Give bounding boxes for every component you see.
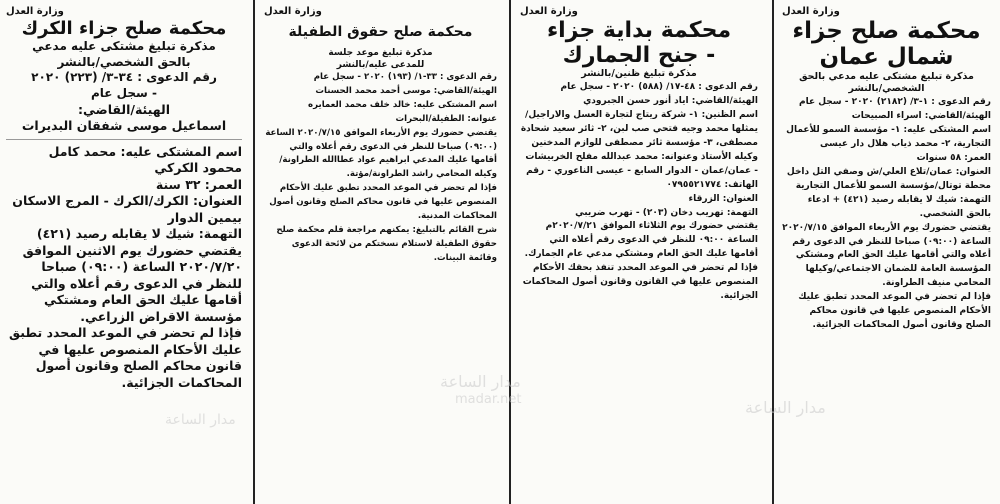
court-title-line: شمال عمان [819, 43, 954, 70]
defendant: اسم المشتكى عليه: محمد كامل محمود الكركي [48, 143, 242, 176]
charge: التهمة: شيك لا يقابله رصيد (٤٢١) + ادعاء بالحق الشخصي. [807, 194, 991, 219]
charge-and-hearing: التهمة: شيك لا يقابله رصيد (٤٢١) يقتضي حضورك يوم الاثنين الموافق ٢٠٢٠/٧/٢٠ الساعة (٠٩:٠٠) صباحا للنظر في الدعوى رقم أعلاه والتي أقامها عليك الحق العام ومشتكي مؤسسة الاقراض الزراعي. [22, 226, 242, 324]
subtitle-line: مذكرة تبليغ موعد جلسة [328, 47, 433, 58]
warning: فإذا لم تحضر في الموعد المحدد تطبق عليك الأحكام المنصوص عليها في قانون محاكم الصلح وقانون أصول المحاكمات المدنية. [269, 183, 497, 222]
address: العنوان: عمان/تلاع العلي/ش وصفي التل داخل محطة توتال/مؤسسة السمو للأعمال التجارية [786, 166, 991, 191]
divider-line [6, 139, 242, 140]
court-title [782, 19, 991, 71]
subtitle-line: بالحق الشخصي/بالنشر [57, 54, 191, 69]
court-title-line: محكمة صلح حقوق الطفيلة [288, 24, 473, 40]
hearing-details: يقتضي حضورك يوم الأربعاء الموافق ٢٠٢٠/٧/١٥ الساعة (٠٩:٠٠) صباحا للنظر في الدعوى رقم أعلاه والتي أقامها عليك الحق العام ومشتكي المؤسسة العامة للضمان الاجتماعي/وكيلها المحامي منيف الطراونة. [782, 222, 991, 289]
subtitle-line: مذكرة تبليغ ظنين/بالنشر [581, 68, 697, 80]
court-title [520, 19, 758, 68]
notice-body [6, 102, 242, 392]
court-title [264, 25, 497, 41]
ministry-label: وزارة العدل [6, 6, 64, 17]
judge: الهيئة/القاضي: اياد أنور حسن الجبرودي [583, 96, 758, 106]
notice-shamal-amman [778, 0, 997, 504]
notice-subtitle [782, 71, 991, 97]
case-number: رقم الدعوى : ١-٣/ (٢١٨٢) ٢٠٢٠ - سجل عام [799, 97, 991, 108]
ministry-label: وزارة العدل [264, 6, 322, 17]
notice-body [782, 96, 991, 333]
subtitle-line: الشخصي/بالنشر [848, 83, 925, 95]
address: العنوان: الزرقاء [688, 193, 758, 204]
charge: التهمة: تهريب دخان (٢٠٣) - تهرب ضريبي [575, 207, 758, 218]
warning: فإذا لم تحضر في الموعد المحدد تطبق عليك الأحكام المنصوص عليها في قانون محاكم الصلح وقانون أصول المحاكمات الجزائية. [8, 325, 242, 390]
watermark-url: madar.net [455, 392, 522, 407]
watermark-text: مدار الساعة [165, 412, 236, 428]
hearing-details: يقتضي حضورك يوم الأربعاء الموافق ٢٠٢٠/٧/١٥ الساعة (٠٩:٠٠) صباحا للنظر في الدعوى رقم أعلاه والتي أقامها عليك المدعي ابراهيم عواد عطاالله الطراونة/وكيله المحامي راشد الطراونة/مؤتة. [265, 127, 497, 180]
ministry-label: وزارة العدل [520, 6, 578, 17]
column-divider [253, 0, 255, 504]
notice-karak [0, 0, 250, 504]
notice-subtitle [6, 39, 242, 101]
notice-body [520, 81, 758, 304]
case-number: رقم الدعوى : ٣٣-١/ (١٩٣) ٢٠٢٠ - سجل عام [313, 71, 497, 82]
notice-customs [514, 0, 766, 504]
ministry-label: وزارة العدل [782, 6, 840, 17]
hearing-details: يقتضي حضورك يوم الثلاثاء الموافق ٢٠٢٠/٧/٢١م الساعة ٠٩:٠٠ للنظر في الدعوى رقم أعلاه التي أقامها عليك الحق العام ومشتكي مدعي عام الجمارك. [524, 221, 758, 260]
watermark-text: مدار الساعة [440, 372, 521, 391]
judge: اسماعيل موسى شفقان البديرات [21, 118, 227, 134]
judge: الهيئة/القاضي: اسراء الصبيحات [851, 111, 991, 122]
address: العنوان: الكرك/الكرك - المرج الاسكان بيمين الدوار [12, 193, 242, 225]
column-divider [772, 0, 774, 504]
judge-label: الهيئة/القاضي: [78, 101, 170, 117]
warning: فإذا لم تحضر في الموعد المحدد تنفذ بحقك الأحكام المنصوص عليها في القانون وقانون أصول المحاكمات الجزائية. [522, 263, 758, 302]
defendant: اسم الظنين: ١- شركة ريتاج لتجارة العسل والاراجيل/يمثلها محمد وجيه فتحي صب لبن، ٢- ثائر سعيد شحادة مصطفى، ٣- مؤسسة ثائر مصطفى للوازم المدخنين وكيله الأستاذ وعنوانه: محمد عبدالله مفلح الخربيشات - عمان/عمان - الدوار السابع - عيسى الناعوري - رقم الهاتف: ٠٧٩٥٥٢١٧٧٤ [520, 109, 758, 190]
subtitle-line: للمدعى عليه/بالنشر [336, 59, 425, 70]
defendant: اسم المشتكى عليه: ١- مؤسسة السمو للأعمال التجارية، ٢- محمد ذياب هلال دار عيسى [786, 125, 991, 149]
notice-tafila [258, 0, 505, 504]
court-title-line: محكمة بداية جزاء [546, 18, 732, 43]
notice-subtitle [520, 68, 758, 81]
case-number: رقم الدعوى : ٣٤-٣/ (٢٢٣) ٢٠٢٠ [31, 70, 217, 85]
court-title-line: محكمة صلح جزاء الكرك [21, 18, 227, 39]
column-divider [509, 0, 511, 504]
subtitle-line: مذكرة تبليغ مشتكى عليه مدعي [32, 39, 216, 54]
defendant: اسم المشتكى عليه: خالد خلف محمد العمايره [308, 99, 497, 110]
address: عنوانه: الطفيلة/البحرات [395, 113, 497, 124]
notice-body [264, 71, 497, 266]
age: العمر: ٥٨ سنوات [916, 152, 991, 163]
server-note: شرح القائم بالتبليغ: يمكنهم مراجعة قلم محكمة صلح حقوق الطفيلة لاستلام نسختكم من لائحة الدعوى وقائمة البينات. [276, 225, 497, 263]
case-number: رقم الدعوى : ٤٨-١٧/ (٥٨٨) ٢٠٢٠ - سجل عام [560, 82, 758, 93]
subtitle-line: - سجل عام [91, 85, 157, 100]
court-title-line: محكمة صلح جزاء [792, 18, 981, 44]
warning: فإذا لم تحضر في الموعد المحدد تطبق عليك الأحكام المنصوص عليها في قانون محاكم الصلح وقانون أصول المحاكمات الجزائية. [798, 292, 991, 331]
age: العمر: ٣٢ سنة [155, 176, 242, 192]
judge: الهيئة/القاضي: موسى أحمد محمد الحسنات [315, 85, 497, 96]
watermark-text: مدار الساعة [745, 398, 826, 417]
court-title-line: - جنح الجمارك [562, 42, 716, 68]
notice-subtitle [264, 47, 497, 71]
subtitle-line: مذكرة تبليغ مشتكى عليه مدعي بالحق [799, 70, 974, 82]
court-title [6, 19, 242, 39]
